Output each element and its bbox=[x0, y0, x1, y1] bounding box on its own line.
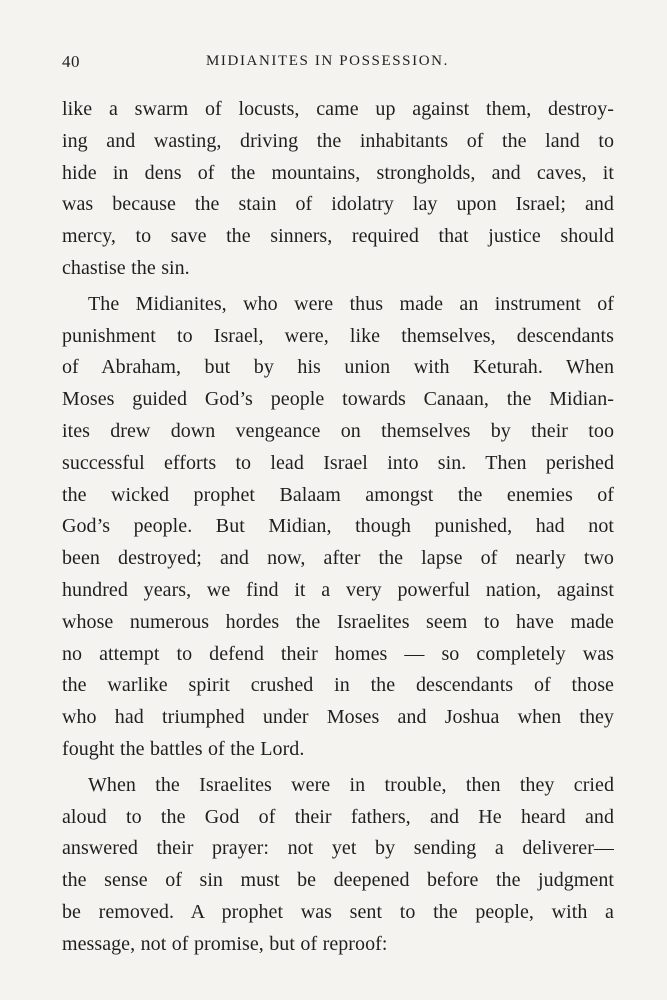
text-line: the wicked prophet Balaam amongst the enemies of bbox=[62, 483, 614, 506]
running-head bbox=[62, 52, 609, 76]
text-line: Moses guided God’s people towards Canaan, the Midian- bbox=[62, 388, 614, 411]
paragraph bbox=[62, 94, 614, 285]
text-line: successful efforts to lead Israel into sin. Then perished bbox=[62, 451, 614, 474]
page-number: 40 bbox=[62, 52, 80, 71]
text-line: When the Israelites were in trouble, then they cried bbox=[88, 773, 614, 796]
text-line: answered their prayer: not yet by sending a deliverer— bbox=[62, 837, 614, 860]
text-line: punishment to Israel, were, like themselves, descendants bbox=[62, 324, 614, 347]
running-title: MIDIANITES IN POSSESSION. bbox=[206, 53, 449, 69]
paragraph bbox=[62, 770, 614, 961]
text-line: no attempt to defend their homes — so completely was bbox=[62, 642, 614, 665]
text-line: the sense of sin must be deepened before the judgment bbox=[62, 869, 614, 892]
text-line: mercy, to save the sinners, required that justice should bbox=[62, 225, 614, 248]
text-line: the warlike spirit crushed in the descendants of those bbox=[62, 674, 614, 697]
text-line: was because the stain of idolatry lay upon Israel; and bbox=[62, 193, 614, 216]
text-line: hide in dens of the mountains, strongholds, and caves, it bbox=[62, 161, 614, 184]
text-line: been destroyed; and now, after the lapse of nearly two bbox=[62, 547, 614, 570]
text-line: fought the battles of the Lord. bbox=[62, 737, 305, 760]
text-line: ites drew down vengeance on themselves by their too bbox=[62, 419, 614, 442]
body-text bbox=[62, 94, 614, 961]
text-line: The Midianites, who were thus made an instrument of bbox=[88, 292, 614, 315]
text-line: be removed. A prophet was sent to the people, with a bbox=[62, 900, 614, 923]
text-line: chastise the sin. bbox=[62, 256, 190, 279]
text-line: whose numerous hordes the Israelites seem to have made bbox=[62, 610, 614, 633]
text-line: aloud to the God of their fathers, and He heard and bbox=[62, 805, 614, 828]
text-line: of Abraham, but by his union with Keturah. When bbox=[62, 356, 614, 379]
text-line: hundred years, we find it a very powerful nation, against bbox=[62, 578, 614, 601]
text-line: ing and wasting, driving the inhabitants of the land to bbox=[62, 129, 614, 152]
text-line: message, not of promise, but of reproof: bbox=[62, 932, 388, 955]
text-line: like a swarm of locusts, came up against them, destroy- bbox=[62, 98, 614, 120]
text-line: who had triumphed under Moses and Joshua when they bbox=[62, 706, 614, 729]
text-line: God’s people. But Midian, though punished, had not bbox=[62, 515, 614, 538]
paragraph bbox=[62, 289, 614, 766]
